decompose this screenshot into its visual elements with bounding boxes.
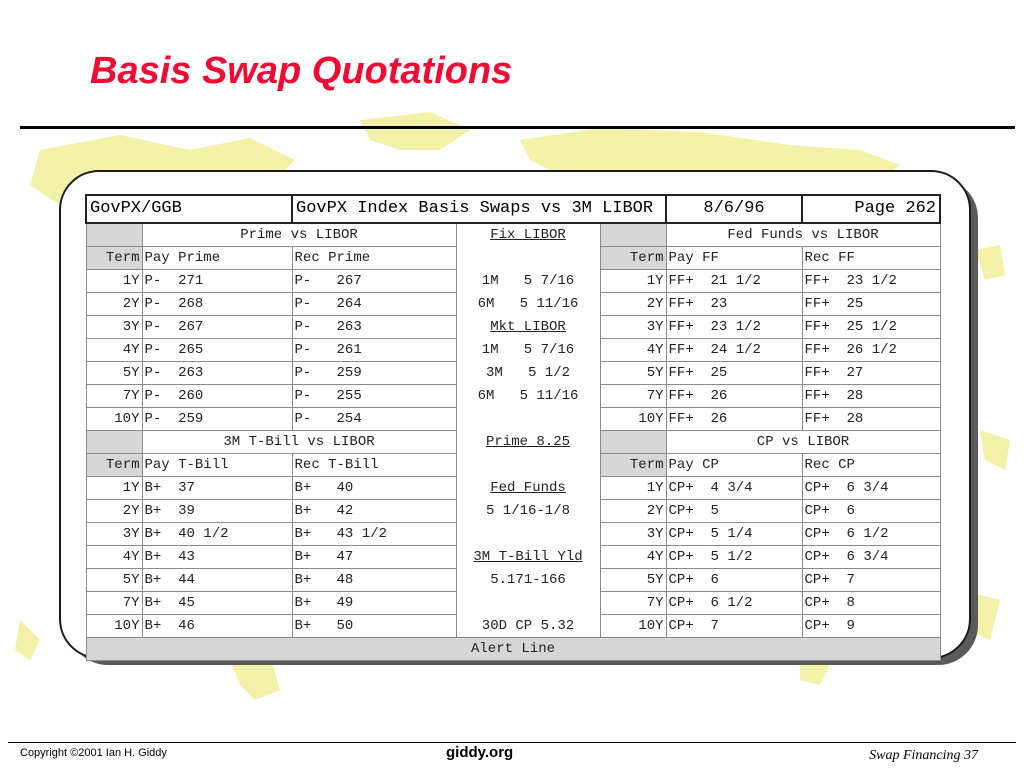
left-group-title: 3M T-Bill vs LIBOR bbox=[142, 431, 456, 454]
side-info-cell bbox=[456, 408, 600, 431]
right-rec-header: Rec FF bbox=[802, 247, 940, 270]
left-rec-header: Rec T-Bill bbox=[292, 454, 456, 477]
term-header: Term bbox=[86, 454, 142, 477]
term-header: Term bbox=[600, 247, 666, 270]
quote-row bbox=[86, 615, 940, 638]
term-cell: 7Y bbox=[86, 385, 142, 408]
pay-quote-cell: B+ 37 bbox=[142, 477, 292, 500]
term-cell: 10Y bbox=[600, 408, 666, 431]
term-cell: 5Y bbox=[600, 569, 666, 592]
quote-row bbox=[86, 523, 940, 546]
quote-row bbox=[86, 592, 940, 615]
rec-quote-cell: FF+ 25 1/2 bbox=[802, 316, 940, 339]
rec-quote-cell: B+ 50 bbox=[292, 615, 456, 638]
left-pay-header: Pay T-Bill bbox=[142, 454, 292, 477]
term-spacer bbox=[86, 431, 142, 454]
pay-quote-cell: FF+ 23 bbox=[666, 293, 802, 316]
side-info-cell: Mkt LIBOR bbox=[456, 316, 600, 339]
rec-quote-cell: B+ 49 bbox=[292, 592, 456, 615]
side-info-cell bbox=[456, 454, 600, 477]
pay-quote-cell: B+ 43 bbox=[142, 546, 292, 569]
right-pay-header: Pay FF bbox=[666, 247, 802, 270]
rec-quote-cell: P- 267 bbox=[292, 270, 456, 293]
rec-quote-cell: CP+ 6 1/2 bbox=[802, 523, 940, 546]
pay-quote-cell: CP+ 5 1/4 bbox=[666, 523, 802, 546]
slide-title: Basis Swap Quotations bbox=[90, 50, 513, 92]
rec-quote-cell: FF+ 26 1/2 bbox=[802, 339, 940, 362]
rec-quote-cell: CP+ 6 bbox=[802, 500, 940, 523]
pay-quote-cell: P- 267 bbox=[142, 316, 292, 339]
rec-quote-cell: P- 259 bbox=[292, 362, 456, 385]
screen-date: 8/6/96 bbox=[666, 195, 802, 223]
alert-line-row bbox=[86, 638, 940, 661]
quote-row bbox=[86, 362, 940, 385]
basis-swap-quote-table bbox=[85, 194, 941, 661]
term-cell: 4Y bbox=[86, 546, 142, 569]
side-info-cell: 5.171-166 bbox=[456, 569, 600, 592]
term-cell: 1Y bbox=[86, 270, 142, 293]
term-cell: 7Y bbox=[86, 592, 142, 615]
rec-quote-cell: FF+ 28 bbox=[802, 408, 940, 431]
term-cell: 4Y bbox=[600, 339, 666, 362]
slide-footer-title: Swap Financing 37 bbox=[869, 748, 978, 763]
quote-row bbox=[86, 500, 940, 523]
term-cell: 1Y bbox=[86, 477, 142, 500]
rec-quote-cell: CP+ 6 3/4 bbox=[802, 477, 940, 500]
side-info-cell bbox=[456, 247, 600, 270]
rec-quote-cell: B+ 42 bbox=[292, 500, 456, 523]
pay-quote-cell: P- 260 bbox=[142, 385, 292, 408]
quote-row bbox=[86, 477, 940, 500]
pay-quote-cell: FF+ 24 1/2 bbox=[666, 339, 802, 362]
side-info-cell: Fed Funds bbox=[456, 477, 600, 500]
screen-heading: GovPX Index Basis Swaps vs 3M LIBOR bbox=[292, 195, 666, 223]
rec-quote-cell: FF+ 25 bbox=[802, 293, 940, 316]
rec-quote-cell: FF+ 27 bbox=[802, 362, 940, 385]
term-cell: 5Y bbox=[86, 569, 142, 592]
side-info-cell: 30D CP 5.32 bbox=[456, 615, 600, 638]
pay-quote-cell: B+ 45 bbox=[142, 592, 292, 615]
rec-quote-cell: P- 263 bbox=[292, 316, 456, 339]
pay-quote-cell: P- 263 bbox=[142, 362, 292, 385]
right-group-title: Fed Funds vs LIBOR bbox=[666, 223, 940, 247]
rec-quote-cell: B+ 40 bbox=[292, 477, 456, 500]
rec-quote-cell: P- 261 bbox=[292, 339, 456, 362]
quote-row bbox=[86, 270, 940, 293]
rec-quote-cell: P- 254 bbox=[292, 408, 456, 431]
rec-quote-cell: CP+ 7 bbox=[802, 569, 940, 592]
pay-quote-cell: FF+ 26 bbox=[666, 408, 802, 431]
pay-quote-cell: P- 265 bbox=[142, 339, 292, 362]
right-rec-header: Rec CP bbox=[802, 454, 940, 477]
right-pay-header: Pay CP bbox=[666, 454, 802, 477]
side-info-cell: 1M 5 7/16 bbox=[456, 339, 600, 362]
copyright-notice: Copyright ©2001 Ian H. Giddy bbox=[20, 747, 167, 759]
left-pay-header: Pay Prime bbox=[142, 247, 292, 270]
quote-row bbox=[86, 293, 940, 316]
term-cell: 3Y bbox=[600, 316, 666, 339]
rec-quote-cell: B+ 43 1/2 bbox=[292, 523, 456, 546]
side-info-cell bbox=[456, 592, 600, 615]
pay-quote-cell: CP+ 5 bbox=[666, 500, 802, 523]
pay-quote-cell: CP+ 5 1/2 bbox=[666, 546, 802, 569]
term-cell: 10Y bbox=[86, 615, 142, 638]
left-group-title: Prime vs LIBOR bbox=[142, 223, 456, 247]
pay-quote-cell: FF+ 25 bbox=[666, 362, 802, 385]
rec-quote-cell: CP+ 6 3/4 bbox=[802, 546, 940, 569]
title-divider bbox=[20, 126, 1015, 129]
rec-quote-cell: B+ 48 bbox=[292, 569, 456, 592]
pay-quote-cell: CP+ 6 1/2 bbox=[666, 592, 802, 615]
term-cell: 3Y bbox=[86, 316, 142, 339]
side-info-cell: 1M 5 7/16 bbox=[456, 270, 600, 293]
rec-quote-cell: B+ 47 bbox=[292, 546, 456, 569]
term-cell: 2Y bbox=[600, 500, 666, 523]
pay-quote-cell: B+ 40 1/2 bbox=[142, 523, 292, 546]
quote-row bbox=[86, 339, 940, 362]
term-cell: 2Y bbox=[86, 500, 142, 523]
alert-line: Alert Line bbox=[86, 638, 940, 661]
term-cell: 2Y bbox=[600, 293, 666, 316]
rec-quote-cell: FF+ 28 bbox=[802, 385, 940, 408]
pay-quote-cell: P- 259 bbox=[142, 408, 292, 431]
pay-quote-cell: P- 268 bbox=[142, 293, 292, 316]
term-cell: 5Y bbox=[86, 362, 142, 385]
quote-row bbox=[86, 569, 940, 592]
term-cell: 5Y bbox=[600, 362, 666, 385]
term-cell: 10Y bbox=[86, 408, 142, 431]
screen-source: GovPX/GGB bbox=[86, 195, 292, 223]
pay-quote-cell: B+ 44 bbox=[142, 569, 292, 592]
quote-row bbox=[86, 385, 940, 408]
term-cell: 4Y bbox=[600, 546, 666, 569]
term-cell: 1Y bbox=[600, 477, 666, 500]
quote-row bbox=[86, 546, 940, 569]
footer-divider bbox=[8, 742, 1016, 743]
group-column-header-row bbox=[86, 454, 940, 477]
group-title-row bbox=[86, 431, 940, 454]
rec-quote-cell: FF+ 23 1/2 bbox=[802, 270, 940, 293]
group-title-row bbox=[86, 223, 940, 247]
side-info-cell: 3M T-Bill Yld bbox=[456, 546, 600, 569]
pay-quote-cell: FF+ 21 1/2 bbox=[666, 270, 802, 293]
pay-quote-cell: CP+ 7 bbox=[666, 615, 802, 638]
side-info-heading: Fix LIBOR bbox=[456, 223, 600, 247]
pay-quote-cell: FF+ 26 bbox=[666, 385, 802, 408]
term-header: Term bbox=[86, 247, 142, 270]
group-column-header-row bbox=[86, 247, 940, 270]
side-info-cell: 6M 5 11/16 bbox=[456, 385, 600, 408]
term-spacer bbox=[600, 431, 666, 454]
pay-quote-cell: P- 271 bbox=[142, 270, 292, 293]
left-rec-header: Rec Prime bbox=[292, 247, 456, 270]
rec-quote-cell: CP+ 8 bbox=[802, 592, 940, 615]
side-info-heading: Prime 8.25 bbox=[456, 431, 600, 454]
quote-row bbox=[86, 316, 940, 339]
term-header: Term bbox=[600, 454, 666, 477]
term-cell: 7Y bbox=[600, 385, 666, 408]
side-info-cell: 5 1/16-1/8 bbox=[456, 500, 600, 523]
side-info-cell: 6M 5 11/16 bbox=[456, 293, 600, 316]
term-spacer bbox=[86, 223, 142, 247]
right-group-title: CP vs LIBOR bbox=[666, 431, 940, 454]
pay-quote-cell: CP+ 4 3/4 bbox=[666, 477, 802, 500]
term-cell: 3Y bbox=[86, 523, 142, 546]
term-cell: 7Y bbox=[600, 592, 666, 615]
term-cell: 1Y bbox=[600, 270, 666, 293]
pay-quote-cell: CP+ 6 bbox=[666, 569, 802, 592]
term-cell: 4Y bbox=[86, 339, 142, 362]
term-cell: 2Y bbox=[86, 293, 142, 316]
pay-quote-cell: B+ 39 bbox=[142, 500, 292, 523]
screen-page: Page 262 bbox=[802, 195, 940, 223]
screen-header-row bbox=[86, 195, 940, 223]
term-cell: 3Y bbox=[600, 523, 666, 546]
side-info-cell: 3M 5 1/2 bbox=[456, 362, 600, 385]
quote-row bbox=[86, 408, 940, 431]
term-spacer bbox=[600, 223, 666, 247]
side-info-cell bbox=[456, 523, 600, 546]
pay-quote-cell: B+ 46 bbox=[142, 615, 292, 638]
pay-quote-cell: FF+ 23 1/2 bbox=[666, 316, 802, 339]
rec-quote-cell: P- 264 bbox=[292, 293, 456, 316]
rec-quote-cell: CP+ 9 bbox=[802, 615, 940, 638]
rec-quote-cell: P- 255 bbox=[292, 385, 456, 408]
term-cell: 10Y bbox=[600, 615, 666, 638]
site-name: giddy.org bbox=[446, 744, 514, 761]
